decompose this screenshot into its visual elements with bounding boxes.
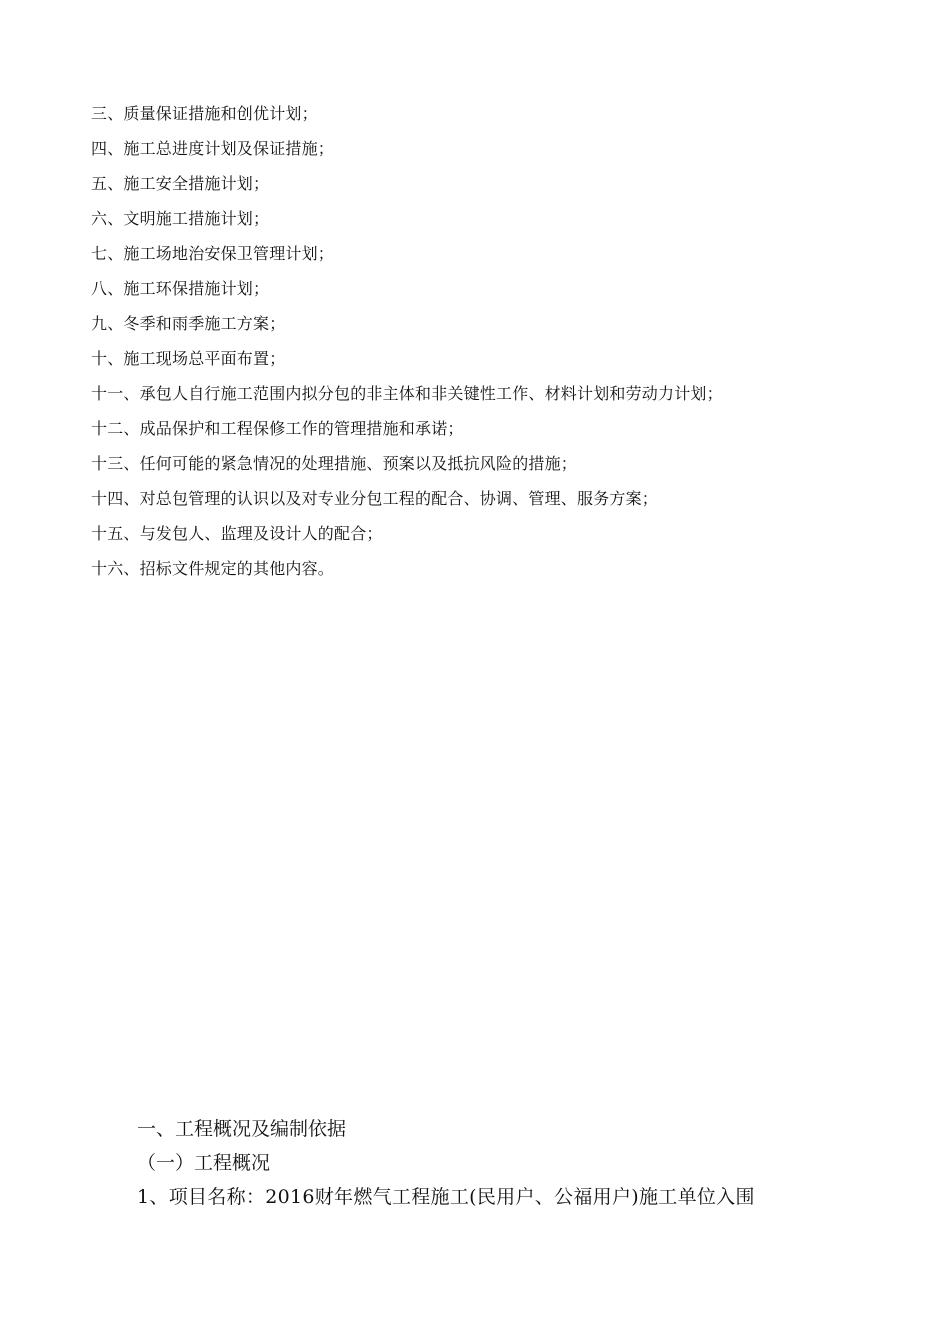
toc-list xyxy=(91,96,723,586)
section-subheading: （一）工程概况 xyxy=(137,1152,271,1174)
toc-item-10: 十、施工现场总平面布置； xyxy=(91,349,286,368)
project-name-line: 1、项目名称：2016财年燃气工程施工(民用户、公福用户)施工单位入围 xyxy=(137,1186,755,1208)
project-overview-section xyxy=(137,1112,917,1214)
toc-item-14: 十四、对总包管理的认识以及对专业分包工程的配合、协调、管理、服务方案； xyxy=(91,489,659,508)
toc-item-13: 十三、任何可能的紧急情况的处理措施、预案以及抵抗风险的措施； xyxy=(91,454,578,473)
toc-item-8: 八、施工环保措施计划； xyxy=(91,279,270,298)
toc-item-15: 十五、与发包人、监理及设计人的配合； xyxy=(91,524,383,543)
toc-item-6: 六、文明施工措施计划； xyxy=(91,209,270,228)
toc-item-12: 十二、成品保护和工程保修工作的管理措施和承诺； xyxy=(91,419,464,438)
toc-item-16: 十六、招标文件规定的其他内容。 xyxy=(91,559,335,578)
toc-item-4: 四、施工总进度计划及保证措施； xyxy=(91,139,335,158)
toc-item-5: 五、施工安全措施计划； xyxy=(91,174,270,193)
toc-item-11: 十一、承包人自行施工范围内拟分包的非主体和非关键性工作、材料计划和劳动力计划； xyxy=(91,384,723,403)
toc-item-7: 七、施工场地治安保卫管理计划； xyxy=(91,244,335,263)
section-heading: 一、工程概况及编制依据 xyxy=(137,1118,347,1140)
toc-item-9: 九、冬季和雨季施工方案； xyxy=(91,314,286,333)
toc-item-3: 三、质量保证措施和创优计划； xyxy=(91,104,318,123)
